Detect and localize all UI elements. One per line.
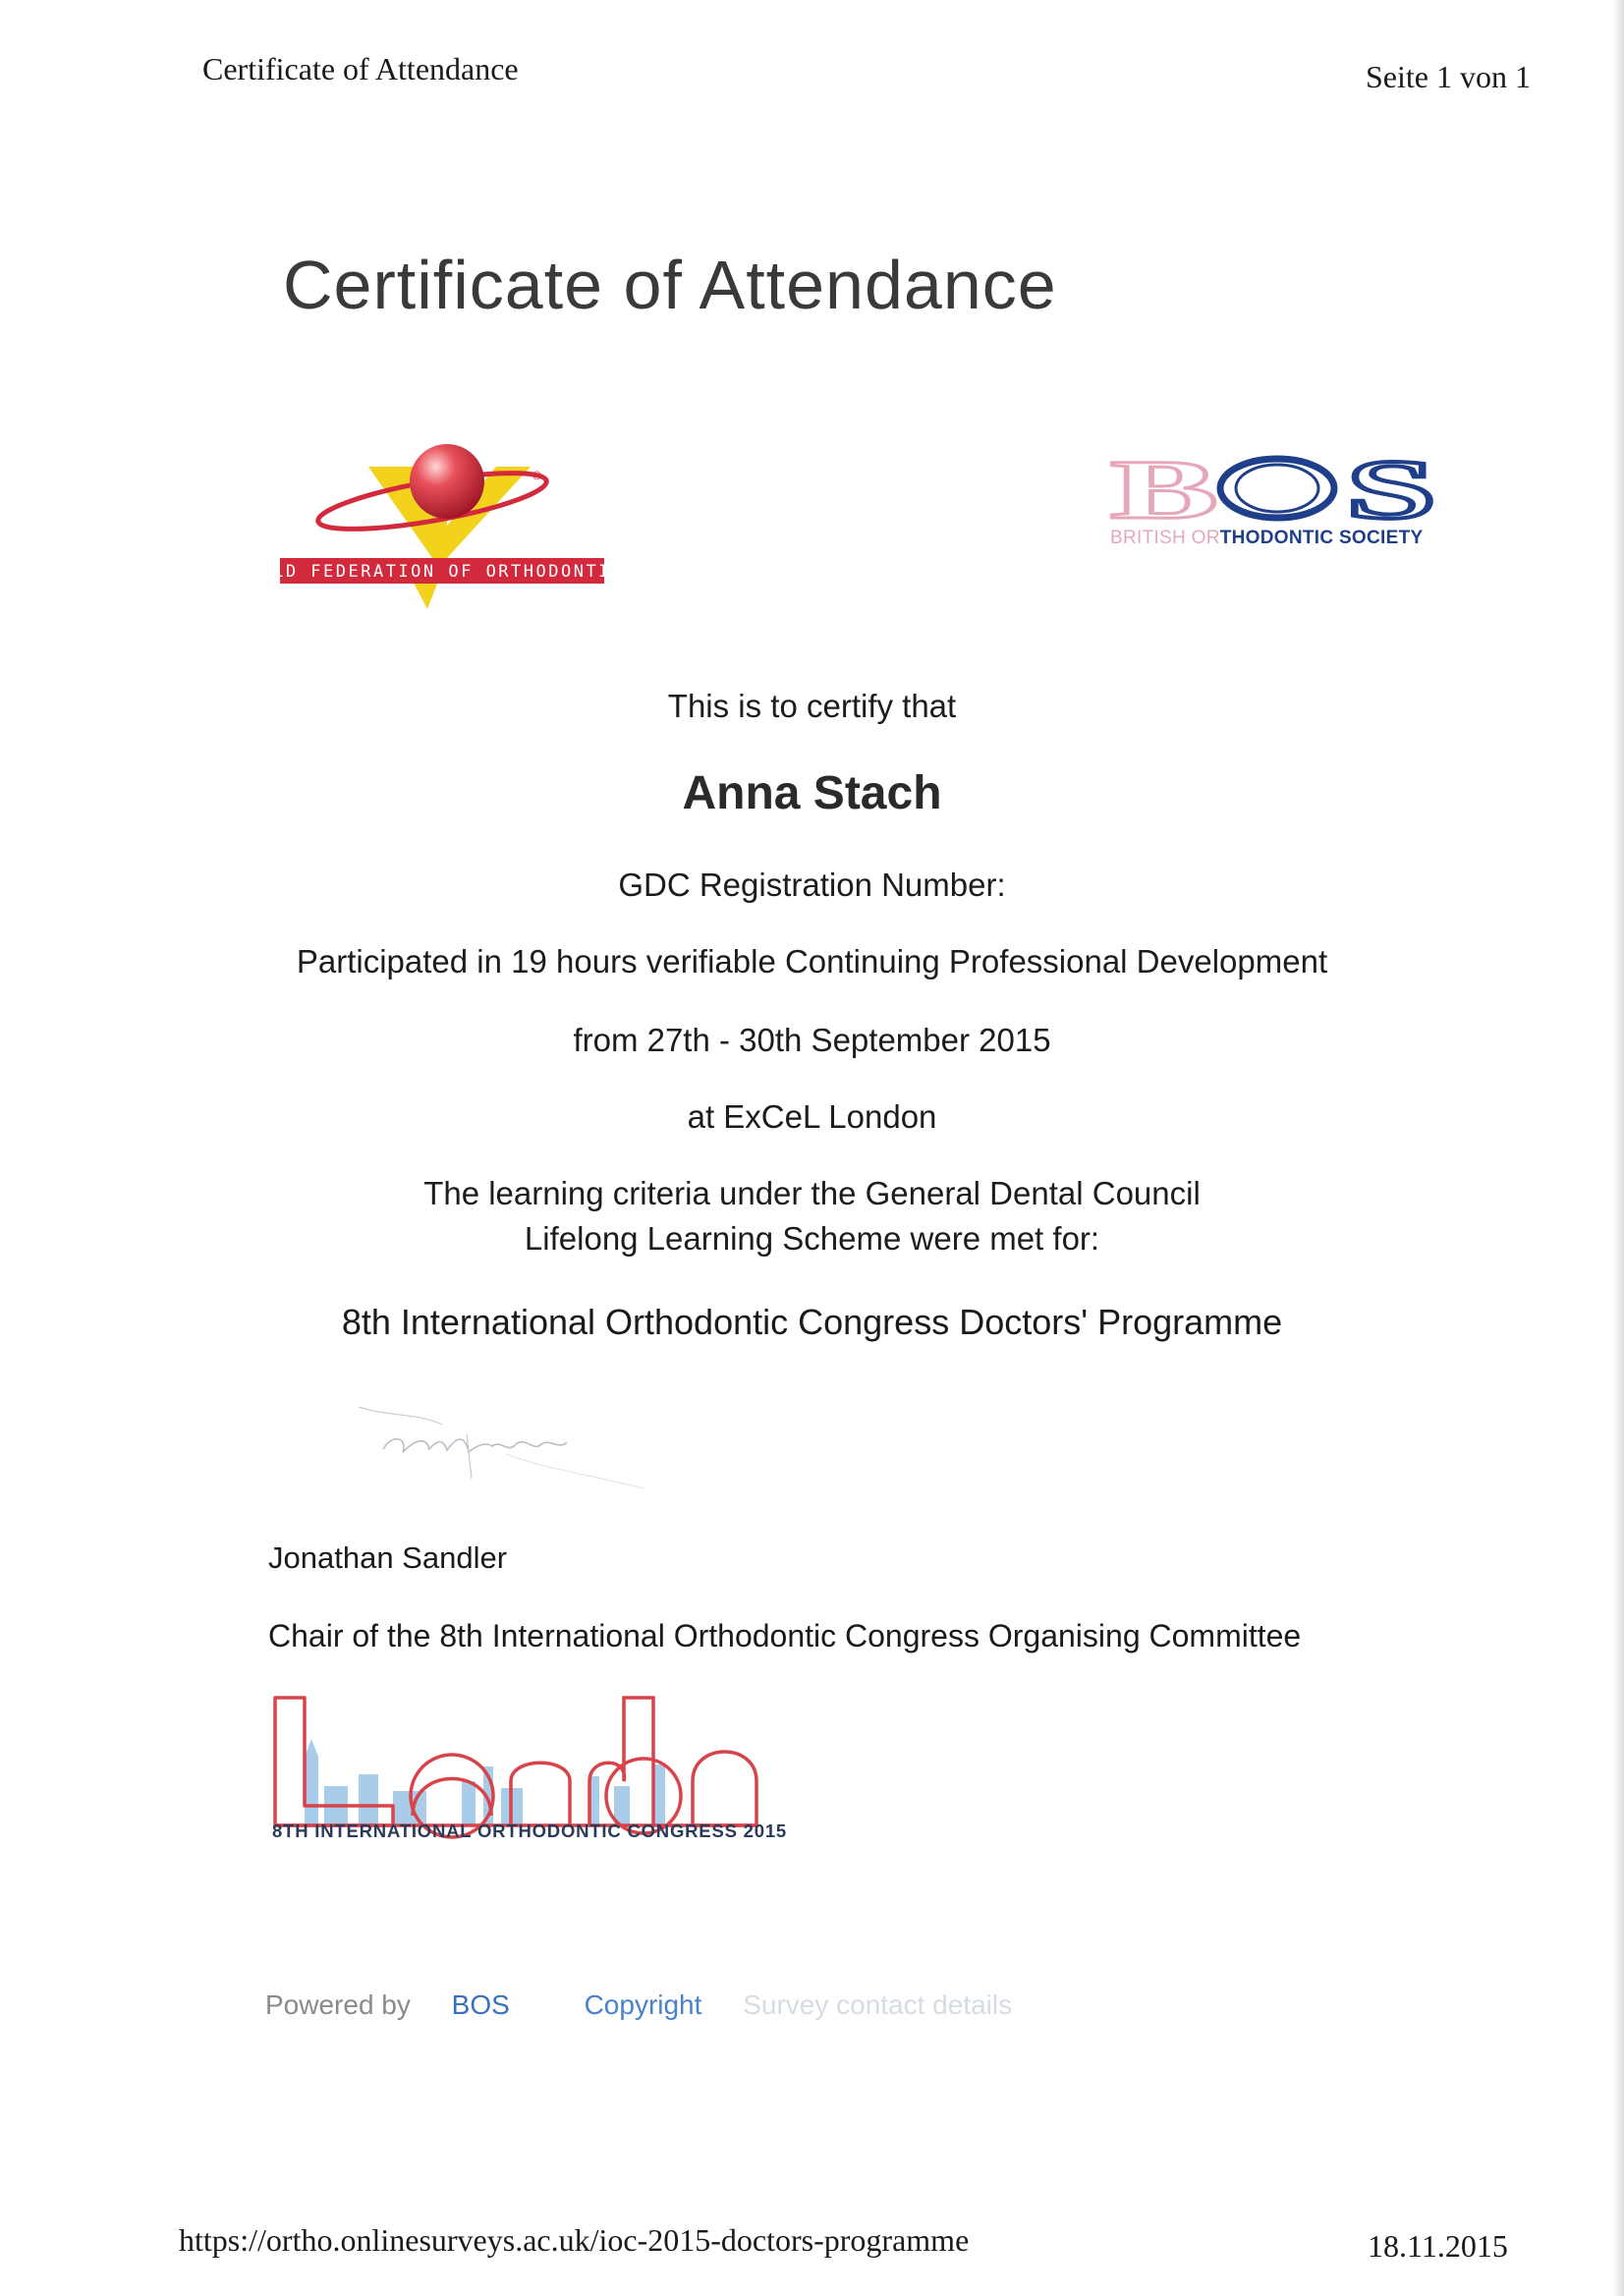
survey-contact-link[interactable]: Survey contact details: [743, 1989, 1013, 2020]
svg-text:®: ®: [532, 469, 541, 482]
signature: [349, 1395, 653, 1503]
copyright-link[interactable]: Copyright: [584, 1989, 702, 2020]
powered-by-link[interactable]: Powered by BOS: [265, 1989, 510, 2020]
bos-logo-subtitle: BRITISH ORTHODONTIC SOCIETY: [1110, 528, 1424, 548]
certify-line: This is to certify that: [667, 688, 957, 724]
gdc-registration-line: GDC Registration Number:: [618, 867, 1006, 903]
dates-line: from 27th - 30th September 2015: [573, 1022, 1051, 1058]
print-date: 18.11.2015: [1368, 2228, 1508, 2264]
wfo-logo-text: WORLD FEDERATION OF ORTHODONTISTS: [235, 562, 649, 582]
criteria-line-2: Lifelong Learning Scheme were met for:: [524, 1220, 1100, 1257]
criteria-line-1: The learning criteria under the General Dental Council: [423, 1175, 1201, 1211]
venue-line: at ExCeL London: [687, 1098, 937, 1135]
print-header-title: Certificate of Attendance: [202, 51, 519, 86]
certificate-title: Certificate of Attendance: [283, 247, 1057, 323]
bos-logo-word: S: [1346, 442, 1436, 536]
signatory-name: Jonathan Sandler: [268, 1540, 508, 1575]
london-congress-caption: 8TH INTERNATIONAL ORTHODONTIC CONGRESS 2015: [272, 1820, 788, 1841]
scan-edge: [1613, 0, 1624, 2296]
signatory-role: Chair of the 8th International Orthodontic Congress Organising Committee: [268, 1618, 1302, 1653]
print-url: https://ortho.onlinesurveys.ac.uk/ioc-2015-doctors-programme: [179, 2222, 970, 2258]
bos-logo: [1110, 442, 1444, 560]
wfo-logo: [235, 432, 649, 609]
recipient-name: Anna Stach: [682, 767, 942, 819]
svg-text:B: B: [1110, 442, 1218, 536]
participation-line: Participated in 19 hours verifiable Continuing Professional Development: [296, 943, 1328, 980]
print-page-indicator: Seite 1 von 1: [1366, 59, 1531, 94]
footer-links: [265, 1989, 1045, 2021]
programme-line: 8th International Orthodontic Congress Doctors' Programme: [341, 1302, 1283, 1342]
